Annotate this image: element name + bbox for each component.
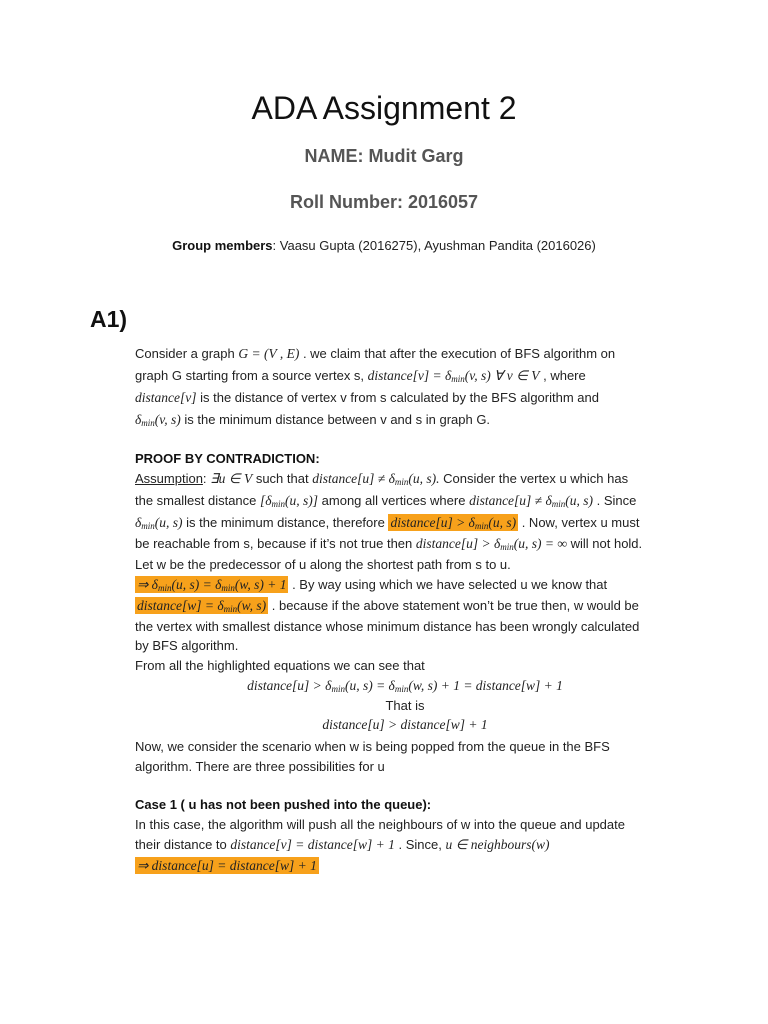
proof-heading: PROOF BY CONTRADICTION: [135, 451, 320, 466]
proof-line-10: From all the highlighted equations we can see that [135, 658, 425, 673]
group-members-label: Group members [172, 238, 273, 253]
case1-heading: Case 1 ( u has not been pushed into the queue): [135, 797, 432, 812]
equation-result: distance[u] > distance[w] + 1 [322, 717, 488, 732]
that-is-text: That is [385, 698, 425, 713]
proof-line-11: Now, we consider the scenario when w is being popped from the queue in the BFS [135, 739, 610, 754]
proof-line-7: distance[w] = $\delta_{min}(w$, s) . because if the above statement won’t be true then, w would be [137, 598, 639, 614]
student-name: NAME: Mudit Garg [304, 146, 464, 166]
assumption-label: Assumption [135, 471, 203, 486]
proof-line-6: ⇒ $\delta_{min}(u$, $s) = \delta_{min}(w$, s) + 1 . By way using which we have selected u we know that [137, 577, 608, 593]
intro-line-3: distance[v] is the distance of vertex v from s calculated by the BFS algorithm and [135, 390, 599, 405]
proof-line-1: Assumption: ∃u ∈ V such that distance[u] ≠ $\delta_{min}(u$, s). Consider the vertex u which has [135, 471, 629, 487]
case1-line-1: In this case, the algorithm will push all the neighbours of w into the queue and update [135, 817, 625, 832]
proof-line-12: algorithm. There are three possibilities for u [135, 759, 385, 774]
proof-line-2: the smallest distance [$\delta_{min}(u$, s)] among all vertices where distance[u] ≠ $\delta_{min}(u$, s) . Since [135, 493, 637, 509]
roll-number: Roll Number: 2016057 [289, 192, 479, 212]
equation-chain: distance[u] > $\delta_{min}(u$, $s) = \delta_{min}(w$, s) + 1 = distance[w] + 1 [247, 678, 563, 694]
document-title: ADA Assignment 2 [251, 90, 517, 126]
highlighted-equation-4: ⇒ distance[u] = distance[w] + 1 [137, 858, 317, 873]
highlighted-equation-2: ⇒ $\delta_{min}(u$, $s) = \delta_{min}(w$, s) + 1 [137, 577, 287, 593]
proof-line-8: the vertex with smallest distance whose minimum distance has been wrongly calculated [135, 619, 640, 634]
case1-line-2: their distance to distance[v] = distance[w] + 1 . Since, u ∈ neighbours(w) [135, 837, 550, 852]
highlighted-equation-3: distance[w] = $\delta_{min}(w$, s) [137, 598, 267, 614]
proof-line-3: $\delta_{min}(u$, s) is the minimum distance, therefore distance[u] > $\delta_{min}(u$, s) . Now, vertex u must [135, 515, 640, 531]
intro-line-4: $\delta_{min}(v$, s) is the minimum distance between v and s in graph G. [135, 412, 491, 428]
highlighted-equation-1: distance[u] > $\delta_{min}(u$, s) [390, 515, 517, 531]
proof-line-9: by BFS algorithm. [135, 638, 239, 653]
section-heading-a1: A1) [90, 306, 128, 332]
case1-line-3 [135, 857, 319, 875]
intro-line-1: Consider a graph G = (V , E) . we claim that after the execution of BFS algorithm on [135, 346, 616, 361]
proof-line-5: Let w be the predecessor of u along the shortest path from s to u. [135, 557, 511, 572]
group-members-value: : Vaasu Gupta (2016275), Ayushman Pandita (2016026) [272, 238, 596, 253]
intro-line-2: graph G starting from a source vertex s, distance[v] = $\delta_{min}(v$, s) ∀ v ∈ V , where [135, 368, 586, 384]
group-members [0, 238, 768, 253]
proof-line-4: be reachable from s, because if it’s not true then distance[u] > $\delta_{min}(u$, s) = ∞ will not hold. [135, 536, 643, 552]
